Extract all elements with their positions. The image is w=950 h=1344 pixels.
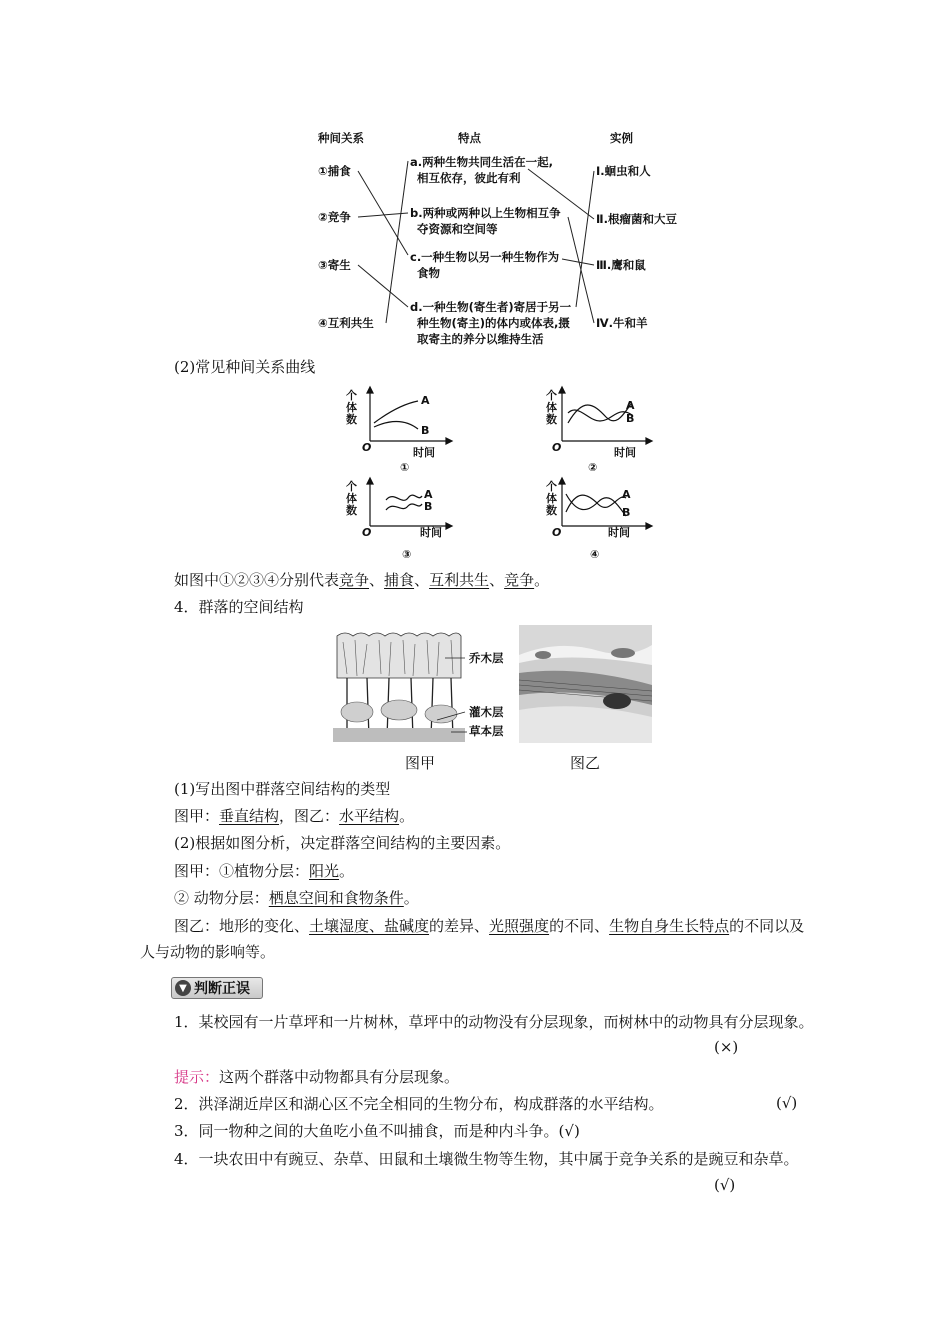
feature-d-line2: 种生物(寄主)的体内或体表,摄 <box>417 316 570 330</box>
series-a-label: A <box>622 488 631 501</box>
caption-figure-a: 图甲 <box>405 754 436 772</box>
text: ② 动物分层： <box>174 889 269 907</box>
feature-d-line3: 取寄主的养分以维持生活 <box>417 332 544 346</box>
series-b-label: B <box>424 500 433 513</box>
label-herb-layer: 草本层 <box>469 724 504 738</box>
header-relation: 种间关系 <box>318 131 364 145</box>
x-axis-label: 时间 <box>413 446 435 459</box>
answer-predation: 捕食 <box>384 571 415 589</box>
relations-diagram <box>300 125 700 350</box>
y-label-2: 体 <box>346 401 357 414</box>
origin-label: O <box>362 441 372 454</box>
curve-a <box>386 495 422 500</box>
y-label-2: 体 <box>546 492 557 505</box>
text: 1．某校园有一片草坪和一片树林，草坪中的动物没有分层现象，而树林中的动物具有分层现象。 <box>174 1013 814 1031</box>
series-b-label: B <box>421 424 430 437</box>
sep: 、 <box>369 571 385 589</box>
judge-banner <box>171 977 263 999</box>
y-label-1: 个 <box>546 480 557 493</box>
answer-vertical-structure: 垂直结构 <box>219 807 280 825</box>
feature-b-line2: 夺资源和空间等 <box>417 222 498 236</box>
judge-mark-1: (×) <box>714 1038 739 1056</box>
curve-a <box>374 401 418 423</box>
y-label-1: 个 <box>546 389 557 402</box>
text: 的不同以及人与动物的影响等。 <box>140 917 805 961</box>
x-axis-label: 时间 <box>608 526 630 539</box>
curve-panel-3 <box>338 476 468 566</box>
text: 的差异、 <box>429 917 490 935</box>
x-axis-label: 时间 <box>420 526 442 539</box>
judge-mark-4: (√) <box>714 1176 736 1194</box>
panel-number-1: ① <box>400 461 410 474</box>
series-a-label: A <box>421 394 430 407</box>
judge-item-3: 3．同一物种之间的大鱼吃小鱼不叫捕食，而是种内斗争。(√) <box>174 1122 580 1140</box>
judge-item-4 <box>140 1146 816 1172</box>
text: 的不同、 <box>549 917 610 935</box>
series-a-label: A <box>626 399 635 412</box>
hint-label: 提示： <box>174 1068 220 1086</box>
origin-label: O <box>552 526 562 539</box>
example-3: Ⅲ.鹰和鼠 <box>596 258 646 272</box>
origin-label: O <box>552 441 562 454</box>
panel-number-3: ③ <box>402 548 412 561</box>
answer-soil: 土壤湿度、盐碱度 <box>309 917 430 935</box>
caption-figure-b: 图乙 <box>570 754 601 772</box>
panel-number-2: ② <box>588 461 598 474</box>
matching-lines <box>358 161 594 323</box>
question-2-line3 <box>140 913 816 965</box>
origin-label: O <box>362 526 372 539</box>
relation-predation: ①捕食 <box>318 164 351 178</box>
curve-panel-1 <box>338 385 468 475</box>
text: 。 <box>399 807 415 825</box>
judge-item-2: 2．洪泽湖近岸区和湖心区不完全相同的生物分布，构成群落的水平结构。 <box>174 1095 664 1113</box>
text: 图甲：①植物分层： <box>174 862 310 880</box>
end: 。 <box>534 571 550 589</box>
feature-c-line2: 食物 <box>417 266 440 280</box>
judge-hint <box>174 1067 459 1087</box>
sep: 、 <box>414 571 430 589</box>
question-1: (1)写出图中群落空间结构的类型 <box>174 780 391 798</box>
answer-sunlight: 阳光 <box>309 862 340 880</box>
text: 4．一块农田中有豌豆、杂草、田鼠和土壤微生物等生物，其中属于竞争关系的是豌豆和杂草。 <box>174 1150 799 1168</box>
example-2: Ⅱ.根瘤菌和大豆 <box>596 212 677 226</box>
question-1-answer <box>174 806 414 826</box>
panel-number-4: ④ <box>590 548 600 561</box>
y-label-2: 体 <box>346 492 357 505</box>
axes <box>367 387 452 444</box>
curve-a <box>568 403 635 425</box>
curve-b <box>566 494 626 516</box>
curve-panel-4 <box>538 476 668 566</box>
header-example: 实例 <box>610 131 633 145</box>
feature-c-line1: c.一种生物以另一种生物作为 <box>410 250 560 264</box>
y-label-1: 个 <box>346 389 357 402</box>
y-label-3: 数 <box>546 504 557 517</box>
question-2-line2 <box>174 888 419 908</box>
hint-text: 这两个群落中动物都具有分层现象。 <box>219 1068 460 1086</box>
feature-a-line1: a.两种生物共同生活在一起, <box>410 155 553 169</box>
chevron-down-icon: ▼ <box>175 980 191 996</box>
curve-b <box>386 504 422 510</box>
judge-item-1 <box>140 1009 816 1035</box>
x-axis-label: 时间 <box>614 446 636 459</box>
y-label-3: 数 <box>346 413 357 426</box>
text: 。 <box>403 889 419 907</box>
relation-competition: ②竞争 <box>318 210 351 224</box>
label-shrub-layer: 灌木层 <box>469 705 504 719</box>
answer-mutualism: 互利共生 <box>429 571 490 589</box>
answer-competition-2: 竞争 <box>504 571 535 589</box>
answer-competition-1: 竞争 <box>339 571 370 589</box>
section-curves-title: (2)常见种间关系曲线 <box>174 358 316 376</box>
figure-forest-layers <box>333 628 513 744</box>
y-label-1: 个 <box>346 480 357 493</box>
feature-b-line1: b.两种或两种以上生物相互争 <box>410 206 561 220</box>
answer-horizontal-structure: 水平结构 <box>339 807 400 825</box>
series-b-label: B <box>622 506 631 519</box>
axes <box>367 478 452 529</box>
answer-growth-traits: 生物自身生长特点 <box>609 917 730 935</box>
y-label-2: 体 <box>546 401 557 414</box>
answer-light-intensity: 光照强度 <box>489 917 550 935</box>
section4-title: 4．群落的空间结构 <box>174 598 304 616</box>
curve-b <box>374 421 418 429</box>
question-2-line1 <box>174 861 354 881</box>
feature-d-line1: d.一种生物(寄生者)寄居于另一 <box>410 300 572 314</box>
series-b-label: B <box>626 412 635 425</box>
curves-answer-prefix: 如图中①②③④分别代表 <box>174 571 340 589</box>
y-label-3: 数 <box>346 504 357 517</box>
text: 图乙：地形的变化、 <box>174 917 310 935</box>
sep: 、 <box>489 571 505 589</box>
curves-answer <box>174 570 549 590</box>
text: 。 <box>339 862 355 880</box>
answer-habitat-food: 栖息空间和食物条件 <box>268 889 404 907</box>
example-4: Ⅳ.牛和羊 <box>596 316 648 330</box>
relation-mutualism: ④互利共生 <box>318 316 374 330</box>
curve-panel-2 <box>538 385 668 475</box>
series-a-label: A <box>424 488 433 501</box>
figure-horizontal-landscape <box>519 625 652 743</box>
example-1: Ⅰ.蛔虫和人 <box>596 164 651 178</box>
label-tree-layer: 乔木层 <box>469 651 504 665</box>
question-2: (2)根据如图分析，决定群落空间结构的主要因素。 <box>174 834 511 852</box>
judge-banner-label: 判断正误 <box>194 981 250 997</box>
judge-mark-2: (√) <box>776 1094 798 1112</box>
relation-parasitism: ③寄生 <box>318 258 351 272</box>
feature-a-line2: 相互依存，彼此有利 <box>417 171 521 185</box>
header-feature: 特点 <box>458 131 481 145</box>
text: 图甲： <box>174 807 220 825</box>
text: ，图乙： <box>279 807 340 825</box>
y-label-3: 数 <box>546 413 557 426</box>
